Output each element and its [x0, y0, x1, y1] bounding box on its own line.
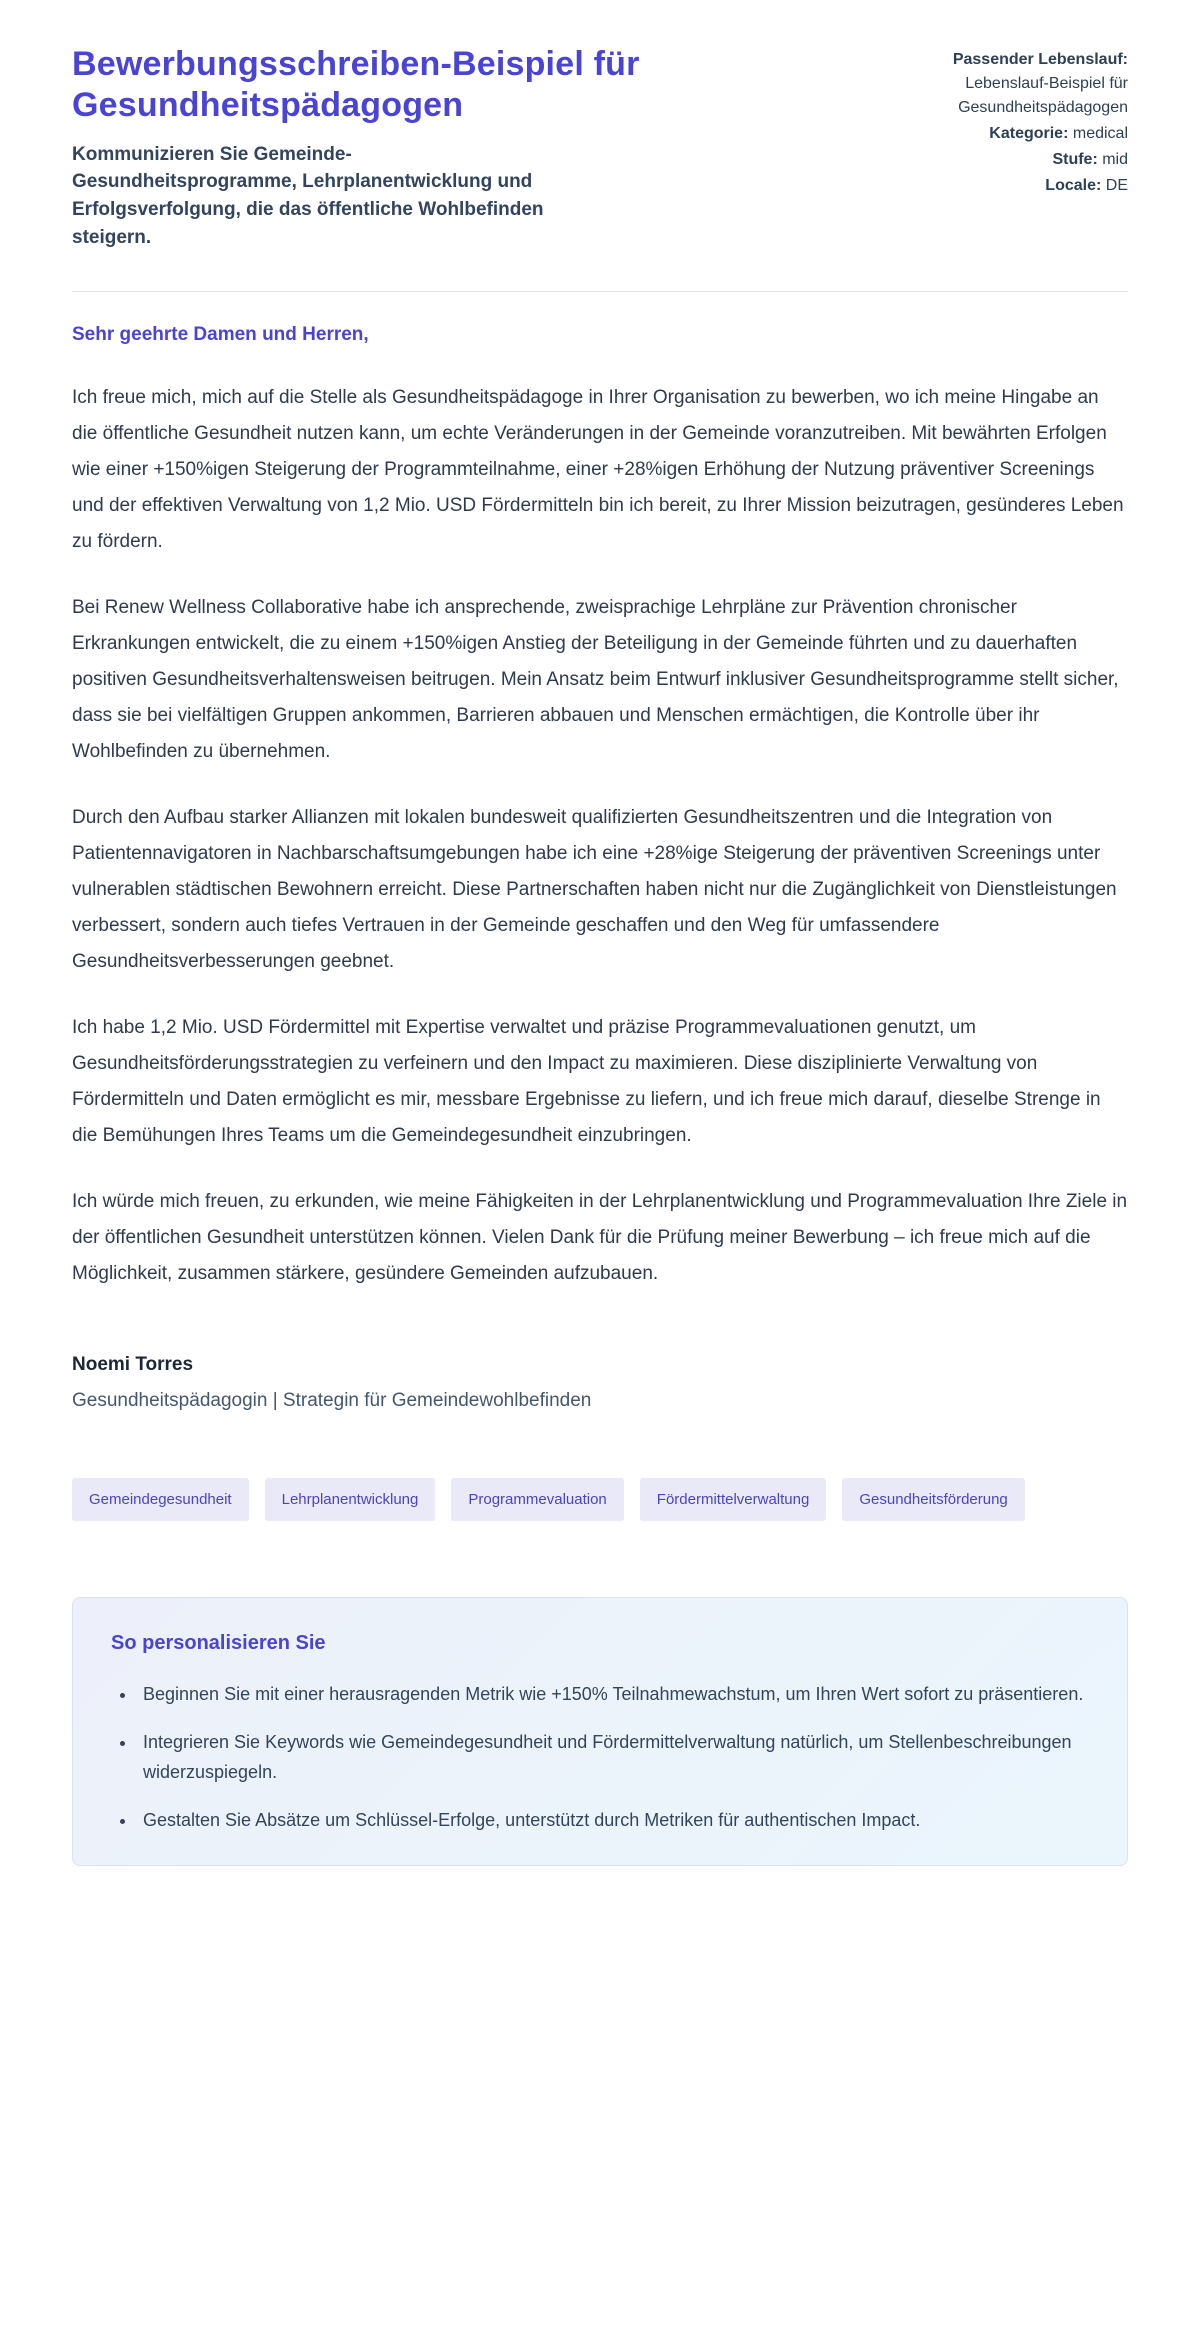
meta-locale-value: DE [1105, 177, 1128, 194]
tag-foerdermittelverwaltung: Fördermittelverwaltung [640, 1478, 827, 1521]
letter-paragraph-4: Ich habe 1,2 Mio. USD Fördermittel mit Expertise verwaltet und präzise Programmevaluationen genutzt, um Gesundheitsförderungsstrategien zu verfeinern und den Impact zu maximieren. Diese disziplinierte Verwaltung von Fördermitteln und Daten ermöglicht es mir, messbare Ergebnisse zu liefern, und ich freue mich darauf, dieselbe Strenge in die Bemühungen Ihres Teams um die Gemeindegesundheit einzubringen. [72, 1017, 1101, 1147]
meta-category [818, 122, 1128, 146]
meta-category-label: Kategorie: [989, 125, 1069, 142]
meta-panel [818, 44, 1128, 200]
page-title: Bewerbungsschreiben-Beispiel für Gesundheitspädagogen [72, 45, 640, 125]
tip-item-3: • Gestalten Sie Absätze um Schlüssel-Erfolge, unterstützt durch Metriken für authentischen Impact. [137, 1805, 1089, 1835]
letter-body [72, 324, 1128, 1412]
header-title-block [72, 44, 692, 251]
meta-category-value: medical [1072, 125, 1128, 142]
signature-title: Gesundheitspädagogin | Strategin für Gemeindewohlbefinden [72, 1390, 592, 1412]
signature-block [72, 1354, 1128, 1412]
tip-item-2: • Integrieren Sie Keywords wie Gemeindegesundheit und Fördermittelverwaltung natürlich, um Stellenbeschreibungen widerzuspiegeln. [137, 1727, 1089, 1787]
meta-locale [818, 174, 1128, 198]
tag-gesundheitsfoerderung: Gesundheitsförderung [842, 1478, 1024, 1521]
letter-paragraph-2: Bei Renew Wellness Collaborative habe ich ansprechende, zweisprachige Lehrpläne zur Prävention chronischer Erkrankungen entwickelt, die zu einem +150%igen Anstieg der Beteiligung in der Gemeinde führten und zu dauerhaften positiven Gesundheitsverhaltensweisen beitrugen. Mein Ansatz beim Entwurf inklusiver Gesundheitsprogramme stellt sicher, dass sie bei vielfältigen Gruppen ankommen, Barrieren abbauen und Menschen ermächtigen, die Kontrolle über ihr Wohlbefinden zu übernehmen. [72, 597, 1119, 763]
tip-item-1: • Beginnen Sie mit einer herausragenden Metrik wie +150% Teilnahmewachstum, um Ihren Wert sofort zu präsentieren. [137, 1679, 1089, 1709]
personalization-tip-box [72, 1597, 1128, 1866]
letter-greeting: Sehr geehrte Damen und Herren, [72, 324, 369, 346]
page-header [72, 44, 1128, 251]
meta-locale-label: Locale: [1045, 177, 1102, 194]
tag-programmevaluation: Programmevaluation [451, 1478, 623, 1521]
meta-level-label: Stufe: [1052, 151, 1098, 168]
tag-lehrplanentwicklung: Lehrplanentwicklung [265, 1478, 436, 1521]
tip-list [111, 1679, 1089, 1835]
letter-paragraph-5: Ich würde mich freuen, zu erkunden, wie meine Fähigkeiten in der Lehrplanentwicklung und Programmevaluation Ihre Ziele in der öffentlichen Gesundheit unterstützen können. Vielen Dank für die Prüfung meiner Bewerbung – ich freue mich auf die Möglichkeit, zusammen stärkere, gesündere Gemeinden aufzubauen. [72, 1191, 1128, 1285]
letter-paragraph-3: Durch den Aufbau starker Allianzen mit lokalen bundesweit qualifizierten Gesundheitszentren und die Integration von Patientennavigatoren in Nachbarschaftsumgebungen habe ich eine +28%ige Steigerung der präventiven Screenings unter vulnerablen städtischen Bewohnern erreicht. Diese Partnerschaften haben nicht nur die Zugänglichkeit von Dienstleistungen verbessert, sondern auch tiefes Vertrauen in der Gemeinde geschaffen und den Weg für umfassendere Gesundheitsverbesserungen geebnet. [72, 807, 1117, 973]
header-divider [72, 291, 1128, 292]
matching-resume-link[interactable]: Lebenslauf-Beispiel für Gesundheitspädagogen [958, 75, 1128, 116]
meta-level-value: mid [1102, 151, 1128, 168]
page-subtitle: Kommunizieren Sie Gemeinde-Gesundheitsprogramme, Lehrplanentwicklung und Erfolgsverfolgung, die das öffentliche Wohlbefinden steigern. [72, 143, 544, 248]
letter-paragraph-1: Ich freue mich, mich auf die Stelle als Gesundheitspädagoge in Ihrer Organisation zu bewerben, wo ich meine Hingabe an die öffentliche Gesundheit nutzen kann, um echte Veränderungen in der Gemeinde voranzutreiben. Mit bewährten Erfolgen wie einer +150%igen Steigerung der Programmteilnahme, einer +28%igen Erhöhung der Nutzung präventiver Screenings und der effektiven Verwaltung von 1,2 Mio. USD Fördermitteln bin ich bereit, zu Ihrer Mission beizutragen, gesünderes Leben zu fördern. [72, 387, 1124, 553]
keyword-tags [72, 1478, 1128, 1521]
meta-level [818, 148, 1128, 172]
tip-box-title: So personalisieren Sie [111, 1632, 326, 1655]
meta-matching-resume [818, 48, 1128, 120]
tag-gemeindegesundheit: Gemeindegesundheit [72, 1478, 249, 1521]
signature-name: Noemi Torres [72, 1354, 194, 1376]
meta-matching-resume-label: Passender Lebenslauf: [952, 51, 1128, 68]
